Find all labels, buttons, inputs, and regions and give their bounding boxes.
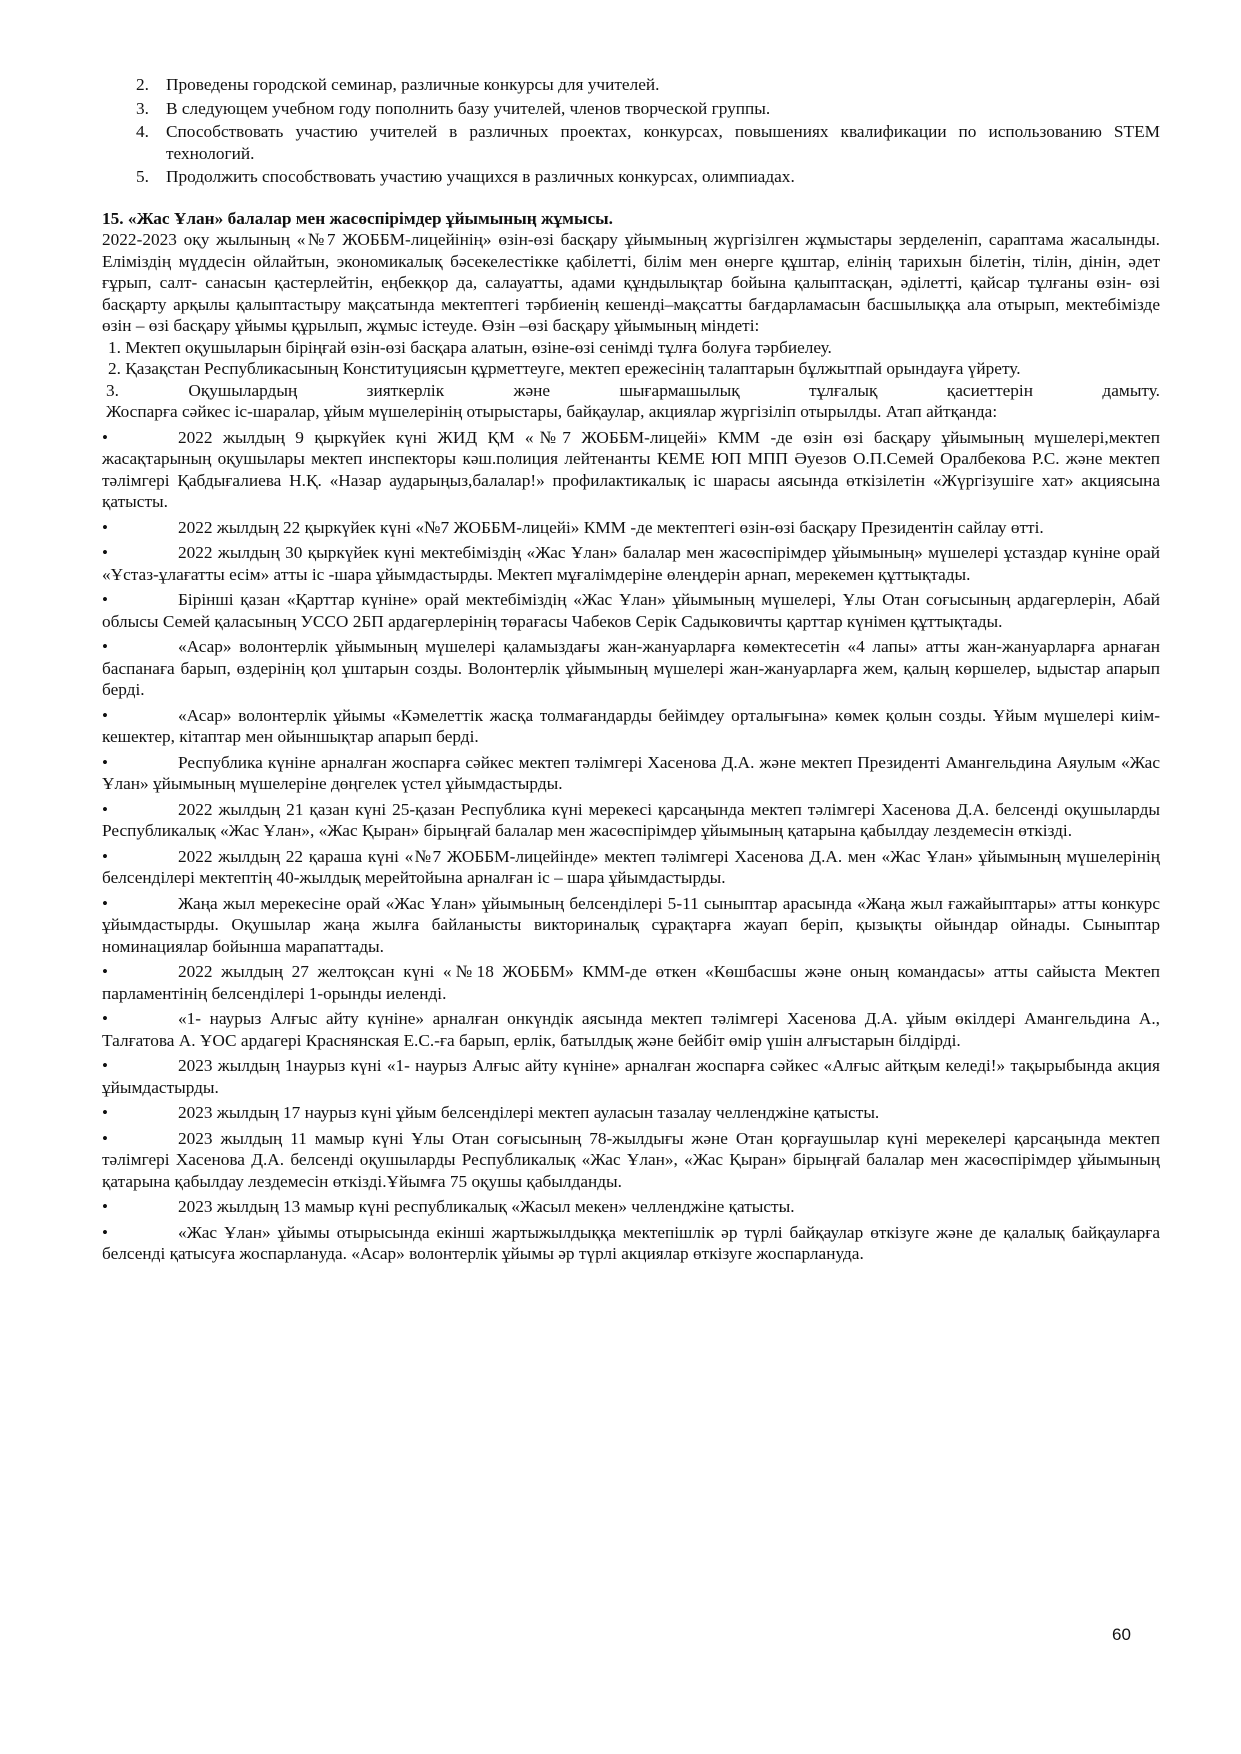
plan-paragraph: Жоспарға сәйкес іс-шаралар, ұйым мүшелерінің отырыстары, байқаулар, акциялар жүргізіліп отырылды. Атап айтқанда: [106,402,998,421]
bullet-item: • 2022 жылдың 30 қыркүйек күні мектебіміздің «Жас Ұлан» балалар мен жасөспірімдер ұйымының» мүшелері ұстаздар күніне орай «Ұстаз-ұлағатты есім» атты іс -шара ұйымдастырды. Мектеп мұғалімдеріне өлеңдерін арнап, мерекемен құттықтады. [102,542,1160,585]
bullet-item: • 2022 жылдың 22 қараша күні «№7 ЖОББМ-лицейінде» мектеп тәлімгері Хасенова Д.А. мен «Жас Ұлан» ұйымының мүшелерінің белсенділері мектептің 40-жылдық мерейтойына арналған іс – шара ұйымдастырды. [102,846,1160,889]
bullet-item: • 2022 жылдың 9 қыркүйек күні ЖИД ҚМ «№7 ЖОББМ-лицейі» КММ -де өзін өзі басқару ұйымының мүшелері,мектеп жасақтарының оқушылары мектеп инспекторы кәш.полиция лейтенанты КЕМЕ ЮП МПП Әуезов О.П.Семей Оралбекова Р.С. және мектеп тәлімгері Қабдығалиева Н.Қ. «Назар аударыңыз,балалар!» профилактикалық іс шарасы аясында өткізілетін «Жүргізушіге хат» акциясына қатысты. [102,427,1160,513]
events-bullet-list [102,427,1160,1265]
section-intro-paragraph: 2022-2023 оқу жылының «№7 ЖОББМ-лицейінің» өзін-өзі басқару ұйымының жүргізілген жұмыстары зерделеніп, сараптама жасалынды. Еліміздің мүддесін ойлайтын, экономикалық бәсекелестікке қабілетті, білім мен өнерге құштар, елінің тарихын білетін, тілін, дінін, әдет ғұрып, салт- санасын қастерлейтін, еңбекқор да, салауатты, адами құндылықтар бойына қалыптасқан, әділетті, қайсар тұлғаны өзін- өзі басқарту арқылы қалыптастыру мақсатында мектептегі тәрбиенің кешенді–мақсатты бағдарламасын басшылыққа ала отырып, мектебімізде өзін – өзі басқару ұйымы құрылып, жұмыс істеуде. Өзін –өзі басқару ұйымының міндеті: [102,230,1160,335]
list-item-number: 5. [136,167,149,186]
list-item-text: В следующем учебном году пополнить базу учителей, членов творческой группы. [166,98,771,118]
list-item [102,98,1160,120]
bullet-item: • 2023 жылдың 11 мамыр күні Ұлы Отан соғысының 78-жылдығы және Отан қорғаушылар күні мерекелері қарсаңында мектеп тәлімгері Хасенова Д.А. белсенді оқушыларды Республикалық «Жас Ұлан», «Жас Қыран» бірыңғай балалар мен жасөспірімдер ұйымының қатарына қабылдау лездемесін өткізді.Ұйымға 75 оқушы қабылданды. [102,1128,1160,1193]
task-item-3: 3. Оқушылардың зияткерлік және шығармашылық тұлғалық қасиеттерін дамыту. [106,380,1160,400]
task-item-2: 2. Қазақстан Республикасының Конституциясын құрметтеуге, мектеп ережесінің талаптарын бұлжытпай орындауға үйрету. [108,359,1021,378]
bullet-item: • 2023 жылдың 13 мамыр күні республикалық «Жасыл мекен» челленджіне қатысты. [102,1196,1160,1218]
numbered-list [102,74,1160,188]
bullet-item: • «1- наурыз Алғыс айту күніне» арналған онкүндік аясында мектеп тәлімгері Хасенова Д.А. ұйым өкілдері Амангельдина А., Талғатова А. ҰОС ардагері Краснянская Е.С.-ға барып, ерлік, батылдық және бейбіт өмір үшін алғыстарын білдірді. [102,1008,1160,1051]
list-item [102,166,1160,188]
bullet-item: • «Асар» волонтерлік ұйымы «Кәмелеттік жасқа толмағандарды бейімдеу орталығына» көмек қолын созды. Ұйым мүшелері киім-кешектер, кітаптар мен ойыншықтар апарып берді. [102,705,1160,748]
bullet-item: • Республика күніне арналған жоспарға сәйкес мектеп тәлімгері Хасенова Д.А. және мектеп Президенті Амангельдина Аяулым «Жас Ұлан» ұйымының мүшелеріне дөңгелек үстел ұйымдастырды. [102,752,1160,795]
bullet-item: • 2023 жылдың 1наурыз күні «1- наурыз Алғыс айту күніне» арналған жоспарға сәйкес «Алғыс айтқым келеді!» тақырыбында акция ұйымдастырды. [102,1055,1160,1098]
list-item [102,121,1160,164]
bullet-item: • «Асар» волонтерлік ұйымының мүшелері қаламыздағы жан-жануарларға көмектесетін «4 лапы» атты жан-жануарларға арнаған баспанаға барып, өздерінің қол ұштарын созды. Волонтерлік ұйымының мүшелері жан-жануарларға жем, қалың көршелер, ыдыстар апарып берді. [102,636,1160,701]
list-item-text: Продолжить способствовать участию учащихся в различных конкурсах, олимпиадах. [166,167,795,186]
bullet-item: • 2023 жылдың 17 наурыз күні ұйым белсенділері мектеп ауласын тазалау челленджіне қатысты. [102,1102,1160,1124]
page-number: 60 [1112,1625,1131,1644]
bullet-item: • 2022 жылдың 27 желтоқсан күні «№18 ЖОББМ» КММ-де өткен «Көшбасшы және оның командасы» атты сайыста Мектеп парламентінің белсенділері 1-орынды иеленді. [102,961,1160,1004]
task-item-1: 1. Мектеп оқушыларын біріңғай өзін-өзі басқара алатын, өзіне-өзі сенімді тұлға болуға тәрбиелеу. [108,337,832,357]
list-item-number: 2. [136,75,149,94]
bullet-item: • Жаңа жыл мерекесіне орай «Жас Ұлан» ұйымының белсенділері 5-11 сыныптар арасында «Жаңа жыл ғажайыптары» атты конкурс ұйымдастырды. Оқушылар жаңа жылға байланысты викториналық сұрақтарға жауап беріп, қызықты ойындар ойнады. Сыныптар номинациялар бойынша марапаттады. [102,893,1160,958]
bullet-item: • «Жас Ұлан» ұйымы отырысында екінші жартыжылдыққа мектепішлік әр түрлі байқаулар өткізуге және де қалалық байқауларға белсенді қатысуға жоспарлануда. «Асар» волонтерлік ұйымы әр түрлі акциялар өткізуге жоспарлануда. [102,1222,1160,1265]
bullet-item: • Бірінші қазан «Қарттар күніне» орай мектебіміздің «Жас Ұлан» ұйымының мүшелері, Ұлы Отан соғысының ардагерлерін, Абай облысы Семей қаласының УССО 2БП ардагерлерінің төрағасы Чабеков Серік Садыковичты қарттар күнімен құттықтады. [102,589,1160,632]
list-item-number: 4. [136,122,149,141]
list-item-text: Способствовать участию учителей в различных проектах, конкурсах, повышениях квалификации по использованию STEM технологий. [166,122,1160,163]
list-item-number: 3. [136,98,149,118]
tasks-list [102,337,1160,402]
bullet-item: • 2022 жылдың 21 қазан күні 25-қазан Республика күні мерекесі қарсаңында мектеп тәлімгері Хасенова Д.А. белсенді оқушыларды Республикалық «Жас Ұлан», «Жас Қыран» бірыңғай балалар мен жасөспірімдер ұйымының қатарына қабылдау лездемесін өткізді. [102,799,1160,842]
bullet-item: • 2022 жылдың 22 қыркүйек күні «№7 ЖОББМ-лицейі» КММ -де мектептегі өзін-өзі басқару Президентін сайлау өтті. [102,517,1160,539]
page-content [102,74,1160,1265]
list-item-text: Проведены городской семинар, различные конкурсы для учителей. [166,75,660,94]
section-heading: 15. «Жас Ұлан» балалар мен жасөспірімдер ұйымының жұмысы. [102,208,613,228]
list-item [102,74,1160,96]
